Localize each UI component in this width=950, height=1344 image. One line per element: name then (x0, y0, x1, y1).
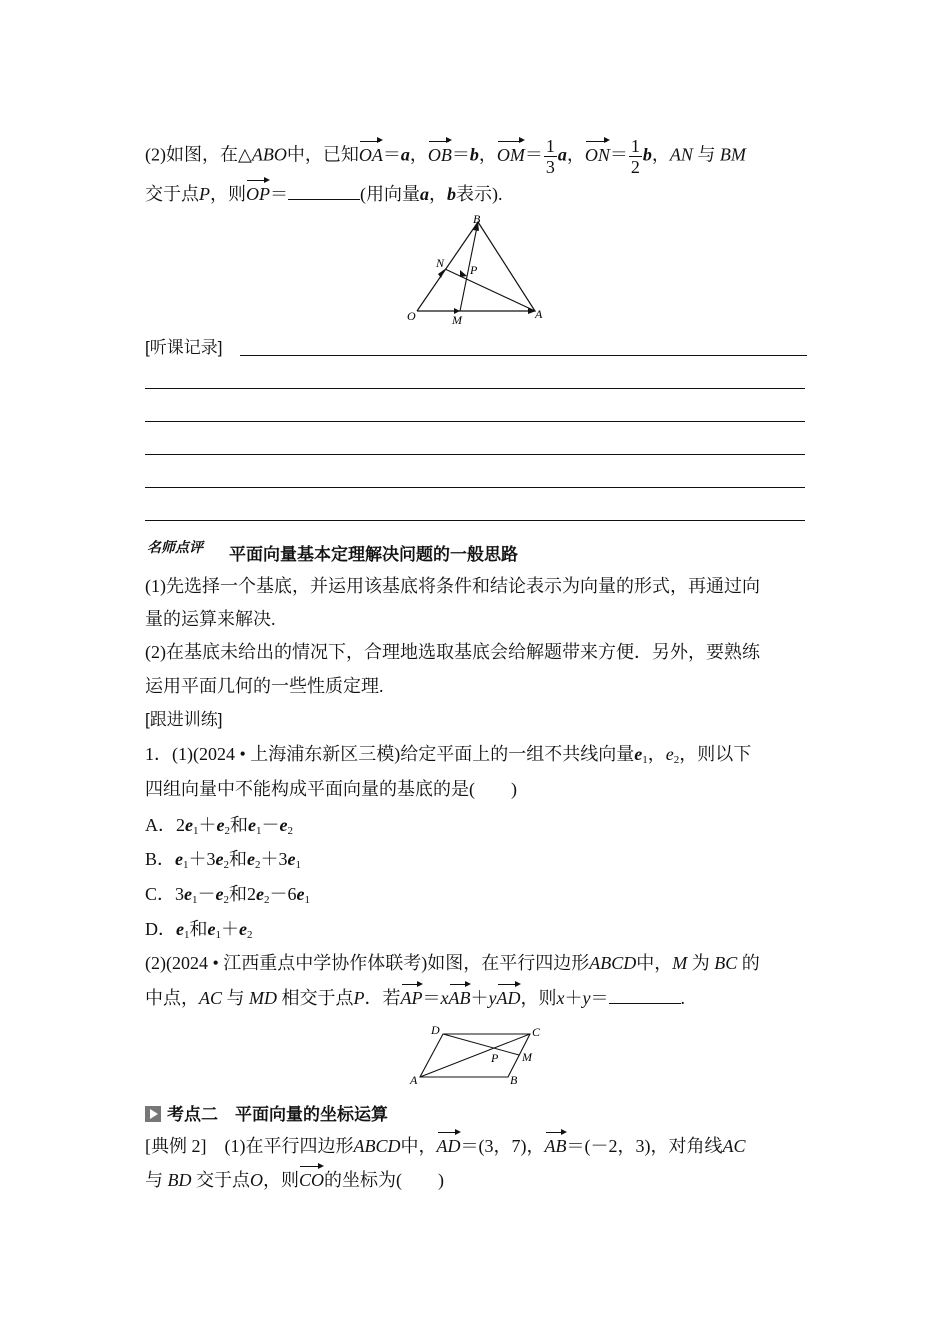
vector-ob: OB (427, 144, 452, 165)
label-b: B (473, 212, 481, 226)
q2-line2: 交于点P，则OP＝ (用向量a，b表示). (145, 181, 503, 206)
practice-q2-line1: (2)(2024 • 江西重点中学协作体联考)如图，在平行四边形ABCD中，M 为 BC 的 (145, 953, 760, 973)
vector-op: OP (246, 184, 270, 204)
notes-label: [听课记录] (145, 338, 223, 357)
vector-ab: AB (448, 988, 471, 1008)
triangle-figure (400, 212, 550, 328)
practice-q2-line2: 中点，AC 与 MD 相交于点P．若AP＝xAB＋yAD，则x＋y＝ . (145, 985, 685, 1010)
comment-p2-line2: 运用平面几何的一些性质定理. (145, 676, 384, 696)
parallelogram-figure (405, 1022, 545, 1090)
option-c[interactable]: C．$3e_1-e_2$和$2e_2-6e_1$ (145, 884, 311, 906)
answer-blank[interactable] (288, 181, 360, 200)
segment-md (443, 1034, 519, 1055)
vector-ab-2: AB (544, 1136, 567, 1156)
label-m2: M (522, 1050, 532, 1064)
comment-p2-line1: (2)在基底未给出的情况下，合理地选取基底会给解题带来方便．另外，要熟练 (145, 642, 760, 662)
option-a[interactable]: A．$2e_1+e_2$和$e_1-e_2$ (145, 815, 293, 837)
answer-blank-2[interactable] (609, 985, 681, 1004)
example-line1: [典例 2] (1)在平行四边形ABCD中，AD＝(3，7)，AB＝(－2，3)，对角线AC (145, 1136, 746, 1156)
play-icon (145, 1106, 161, 1122)
vector-om: OM (496, 144, 525, 165)
label-o: O (407, 309, 416, 323)
option-d[interactable]: D．$e_1$和$e_1+e_2$ (145, 919, 253, 941)
option-b[interactable]: B．$e_1+3e_2$和$e_2+3e_1$ (145, 849, 302, 871)
section-heading: 考点二 平面向量的坐标运算 (145, 1100, 388, 1125)
practice-q1-line1: 1．(1)(2024 • 上海浦东新区三模)给定平面上的一组不共线向量$e_1$，$e_2$，则以下 (145, 744, 752, 766)
vector-co: CO (299, 1170, 325, 1190)
label-d: D (431, 1023, 440, 1037)
practice-label: [跟进训练] (145, 710, 223, 729)
label-a: A (535, 307, 543, 321)
notes-line-1[interactable] (240, 355, 807, 356)
arrow-n (438, 269, 445, 278)
fraction-one-third: $\frac{1}{3}$ (545, 136, 555, 177)
vector-ad-2: AD (436, 1136, 461, 1156)
label-b2: B (510, 1073, 518, 1087)
notes-line-4[interactable] (145, 454, 805, 455)
diagonal-ac (420, 1034, 530, 1077)
notes-line-3[interactable] (145, 421, 805, 422)
vector-ad: AD (496, 988, 521, 1008)
label-c: C (532, 1025, 541, 1039)
label-p2: P (491, 1051, 499, 1065)
label-a2: A (410, 1073, 418, 1087)
notes-line-2[interactable] (145, 388, 805, 389)
example-line2: 与 BD 交于点O，则CO的坐标为( ) (145, 1170, 445, 1190)
fraction-one-half: $\frac{1}{2}$ (630, 136, 640, 177)
vector-on: ON (584, 144, 610, 165)
label-m: M (452, 313, 462, 327)
practice-q1-line2: 四组向量中不能构成平面向量的基底的是( ) (145, 779, 517, 799)
notes-line-6[interactable] (145, 520, 805, 521)
label-n: N (436, 256, 445, 270)
arrow-p (460, 270, 467, 277)
notes-line-5[interactable] (145, 487, 805, 488)
label-p: P (470, 263, 478, 277)
comment-p1-line2: 量的运算来解决. (145, 609, 276, 629)
comment-title: 平面向量基本定理解决问题的一般思路 (229, 545, 518, 564)
q2-line1: (2)如图，在△ABO中，已知OA＝a，OB＝b，OM＝ $\frac{1}{3}$ a，ON＝ $\frac{1}{2}$ b，AN 与 BM (145, 136, 746, 177)
comment-tag: 名师点评 (147, 539, 203, 555)
vector-ap: AP (400, 988, 423, 1008)
comment-p1-line1: (1)先选择一个基底，并运用该基底将条件和结论表示为向量的形式，再通过向 (145, 576, 760, 596)
vector-oa: OA (358, 144, 383, 165)
